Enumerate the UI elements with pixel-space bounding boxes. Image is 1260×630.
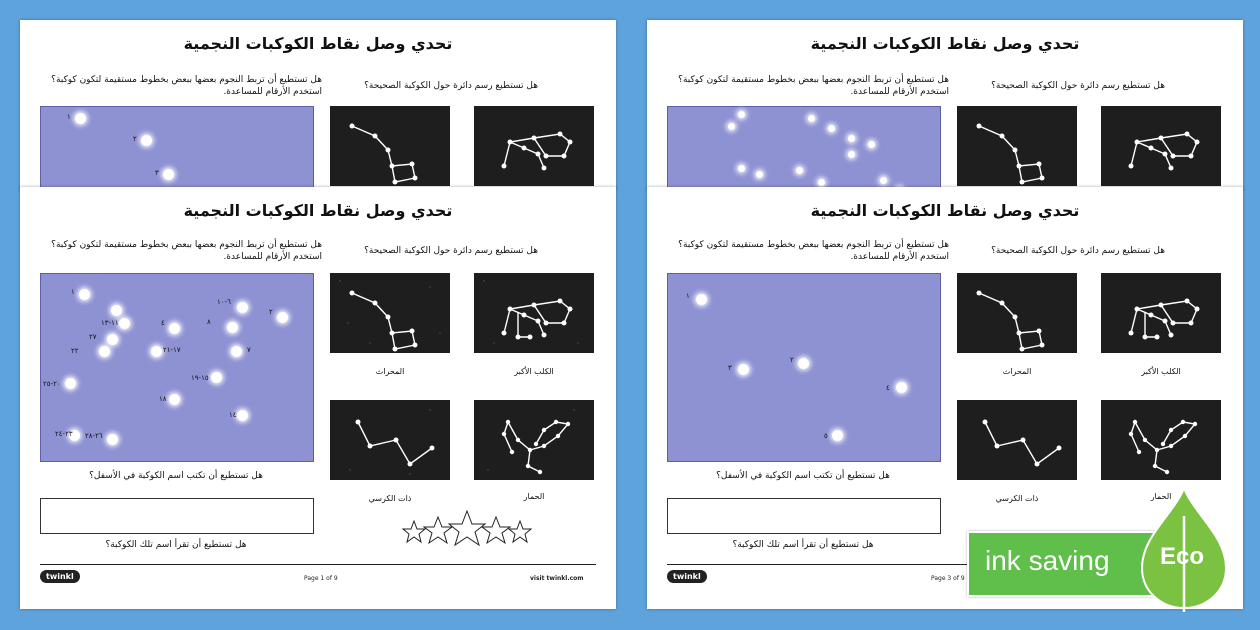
star-number: ١ xyxy=(71,288,75,296)
star-number: ٢٠-٢٥ xyxy=(43,380,61,388)
star-number: ١ xyxy=(686,292,690,300)
twinkl-logo: twinkl xyxy=(40,570,80,583)
constellation-image-big-dog[interactable] xyxy=(1101,273,1221,353)
worksheet-page-front-left xyxy=(20,187,616,609)
star[interactable] xyxy=(738,364,749,375)
big-dog-label: الكلب الأكبر xyxy=(1141,367,1181,376)
write-question: هل تستطيع أن تكتب اسم الكوكبة في الأسفل؟ xyxy=(89,471,263,481)
star[interactable] xyxy=(796,167,803,174)
donkey-label: الحمار xyxy=(523,492,545,501)
star[interactable] xyxy=(896,382,907,393)
star[interactable] xyxy=(169,323,180,334)
constellation-image-plough[interactable] xyxy=(330,106,450,186)
page-number: Page 3 of 9 xyxy=(931,575,965,582)
constellation-image-plough[interactable] xyxy=(957,106,1077,186)
star[interactable] xyxy=(107,434,118,445)
footer-rule xyxy=(40,564,596,565)
star[interactable] xyxy=(231,346,242,357)
rating-stars[interactable] xyxy=(402,509,532,551)
star-outline-icon xyxy=(509,521,531,542)
big-dog-label: الكلب الأكبر xyxy=(514,367,554,376)
visit-link[interactable]: visit twinkl.com xyxy=(530,575,584,582)
worksheet-page-back-left xyxy=(20,20,616,190)
star[interactable] xyxy=(738,111,745,118)
star[interactable] xyxy=(818,179,825,186)
cassiopeia-label: ذات الكرسي xyxy=(995,494,1039,503)
star[interactable] xyxy=(119,318,130,329)
star-field xyxy=(40,273,314,462)
star[interactable] xyxy=(277,312,288,323)
constellation-image-cassiopeia[interactable] xyxy=(957,400,1077,480)
donkey-constellation-icon xyxy=(474,400,594,480)
star-number: ٢٣-٢٤ xyxy=(55,430,73,438)
plough-constellation-icon xyxy=(330,273,450,353)
star[interactable] xyxy=(107,334,118,345)
star-outline-icon xyxy=(424,517,452,543)
star-number: ٢ xyxy=(790,356,794,364)
star[interactable] xyxy=(75,113,86,124)
constellation-image-plough[interactable] xyxy=(330,273,450,353)
cassiopeia-constellation-icon xyxy=(957,400,1077,480)
star-number: ١٤ xyxy=(229,411,237,419)
star[interactable] xyxy=(211,372,222,383)
star-outline-icon xyxy=(449,511,485,545)
cassiopeia-label: ذات الكرسي xyxy=(368,494,412,503)
answer-box[interactable] xyxy=(40,498,314,534)
star[interactable] xyxy=(163,169,174,180)
connect-question: هل تستطيع أن تربط النجوم بعضها ببعض بخطوط مستقيمة لتكون كوكبة؟ استخدم الأرقام للمساعدة. xyxy=(51,75,322,97)
star-number: ٤ xyxy=(161,319,165,327)
star-number: ٣ xyxy=(155,169,159,177)
star[interactable] xyxy=(828,125,835,132)
star-number: ٥ xyxy=(824,432,828,440)
star[interactable] xyxy=(798,358,809,369)
ink-saving-text: ink saving xyxy=(985,545,1110,576)
star[interactable] xyxy=(848,151,855,158)
constellation-image-plough[interactable] xyxy=(957,273,1077,353)
star[interactable] xyxy=(848,135,855,142)
star-number: ١٧-٢١ xyxy=(163,346,181,354)
star[interactable] xyxy=(141,135,152,146)
constellation-image-big-dog[interactable] xyxy=(1101,106,1221,186)
star[interactable] xyxy=(99,346,110,357)
worksheet-page-back-right xyxy=(647,20,1243,190)
star-field xyxy=(667,106,941,198)
star[interactable] xyxy=(151,346,162,357)
circle-question: هل تستطيع رسم دائرة حول الكوكبة الصحيحة؟ xyxy=(991,81,1165,91)
star[interactable] xyxy=(169,394,180,405)
star[interactable] xyxy=(808,115,815,122)
star-outline-icon xyxy=(482,517,510,543)
star[interactable] xyxy=(237,410,248,421)
star-number: ١٨ xyxy=(159,395,167,403)
circle-question: هل تستطيع رسم دائرة حول الكوكبة الصحيحة؟ xyxy=(991,246,1165,256)
star-number: ١ xyxy=(67,113,71,121)
star-number: ٣ xyxy=(728,364,732,372)
read-question: هل تستطيع أن تقرأ اسم تلك الكوكبة؟ xyxy=(105,540,247,550)
donkey-label: الحمار xyxy=(1150,492,1172,501)
page-title: تحدي وصل نقاط الكوكبات النجمية xyxy=(810,201,1080,220)
eco-label: Eco xyxy=(1160,543,1205,570)
plough-constellation-icon xyxy=(330,106,450,186)
big-dog-constellation-icon xyxy=(1101,273,1221,353)
star-number: ٦-١٠ xyxy=(217,298,231,306)
plough-label: المحراث xyxy=(375,367,405,376)
page-number: Page 1 of 9 xyxy=(304,575,338,582)
answer-box[interactable] xyxy=(667,498,941,534)
circle-question: هل تستطيع رسم دائرة حول الكوكبة الصحيحة؟ xyxy=(364,246,538,256)
star-field xyxy=(667,273,941,462)
star[interactable] xyxy=(728,123,735,130)
plough-constellation-icon xyxy=(957,273,1077,353)
star[interactable] xyxy=(880,177,887,184)
star[interactable] xyxy=(79,289,90,300)
star-number: ٨ xyxy=(207,318,211,326)
page-title: تحدي وصل نقاط الكوكبات النجمية xyxy=(183,34,453,53)
constellation-image-big-dog[interactable] xyxy=(474,273,594,353)
star[interactable] xyxy=(65,378,76,389)
constellation-image-big-dog[interactable] xyxy=(474,106,594,186)
star-number: ٢٦-٢٨ xyxy=(85,432,103,440)
star[interactable] xyxy=(237,302,248,313)
star-number: ٧ xyxy=(247,346,251,354)
star[interactable] xyxy=(227,322,238,333)
connect-question: هل تستطيع أن تربط النجوم بعضها ببعض بخطوط مستقيمة لتكون كوكبة؟ استخدم الأرقام للمساعدة. xyxy=(678,75,949,97)
star-number: ٢٧ xyxy=(89,333,97,341)
star-number: ١٥-١٩ xyxy=(191,374,209,382)
twinkl-logo: twinkl xyxy=(667,570,707,583)
star[interactable] xyxy=(832,430,843,441)
star-number: ٢ xyxy=(269,308,273,316)
big-dog-constellation-icon xyxy=(474,273,594,353)
read-question: هل تستطيع أن تقرأ اسم تلك الكوكبة؟ xyxy=(732,540,874,550)
circle-question: هل تستطيع رسم دائرة حول الكوكبة الصحيحة؟ xyxy=(364,81,538,91)
star-number: ١١-١٣ xyxy=(101,319,119,327)
star[interactable] xyxy=(738,165,745,172)
connect-question: هل تستطيع أن تربط النجوم بعضها ببعض بخطوط مستقيمة لتكون كوكبة؟ استخدم الأرقام للمساعدة. xyxy=(51,240,322,262)
star[interactable] xyxy=(868,141,875,148)
cassiopeia-constellation-icon xyxy=(330,400,450,480)
write-question: هل تستطيع أن تكتب اسم الكوكبة في الأسفل؟ xyxy=(716,471,890,481)
star-outline-icon xyxy=(403,521,425,542)
star-number: ٢٢ xyxy=(71,347,79,355)
star[interactable] xyxy=(111,305,122,316)
star-number: ٢ xyxy=(133,135,137,143)
page-title: تحدي وصل نقاط الكوكبات النجمية xyxy=(810,34,1080,53)
connect-question: هل تستطيع أن تربط النجوم بعضها ببعض بخطوط مستقيمة لتكون كوكبة؟ استخدم الأرقام للمساعدة. xyxy=(678,240,949,262)
star[interactable] xyxy=(756,171,763,178)
donkey-constellation-icon xyxy=(1101,400,1221,480)
constellation-image-cassiopeia[interactable] xyxy=(330,400,450,480)
star-field xyxy=(40,106,314,198)
big-dog-constellation-icon xyxy=(1101,106,1221,186)
constellation-image-donkey[interactable] xyxy=(474,400,594,480)
plough-label: المحراث xyxy=(1002,367,1032,376)
star[interactable] xyxy=(696,294,707,305)
page-title: تحدي وصل نقاط الكوكبات النجمية xyxy=(183,201,453,220)
star-number: ٤ xyxy=(886,384,890,392)
constellation-image-donkey[interactable] xyxy=(1101,400,1221,480)
plough-constellation-icon xyxy=(957,106,1077,186)
big-dog-constellation-icon xyxy=(474,106,594,186)
